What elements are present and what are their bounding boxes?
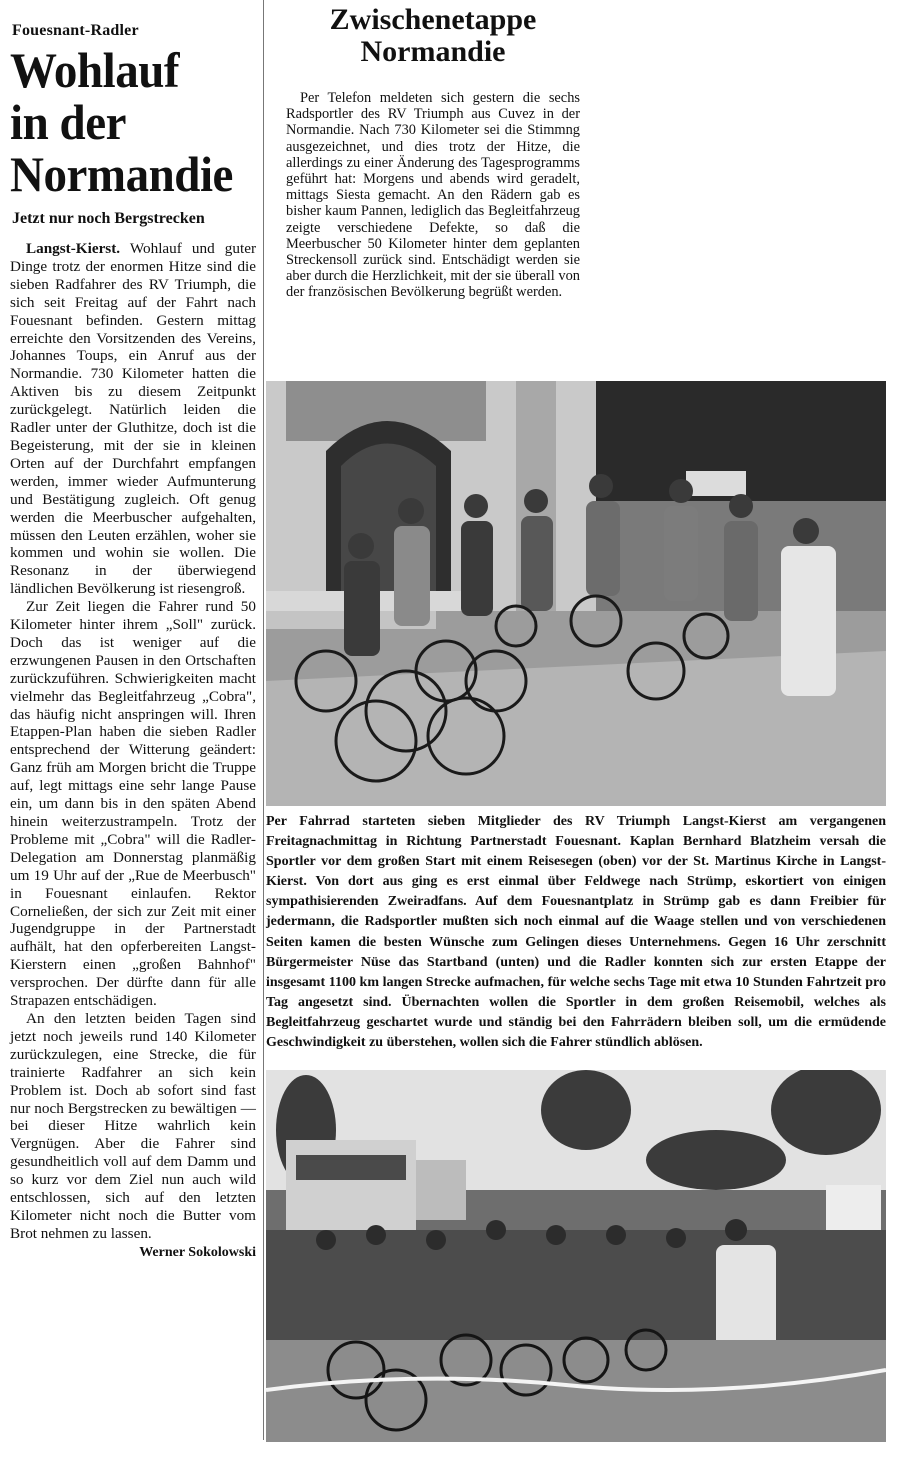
start-ribbon-image xyxy=(266,1070,886,1442)
article-paragraph: Zur Zeit liegen die Fahrer rund 50 Kilometer hinter ihrem „Soll" zurück. Doch das ist weniger auf die erzwungenen Pausen in den Ortschaften zurückzuführen. Schwierigkeiten macht vielmehr das Begleitfahrzeug „Cobra", das häufig nicht anspringen will. Ihren Etappen-Plan haben die sieben Radler entsprechend der Witterung geändert: Ganz früh am Morgen bricht die Truppe auf, legt mittags eine sehr lange Pause ein, um dann bis in den späten Abend hinein weiterzustrampeln. Trotz der Probleme mit „Cobra" will die Radler-Delegation am Donnerstag planmäßig um 19 Uhr auf der „Rue de Meerbusch" in Fouesnant einlaufen. Rektor Corneließen, der sich zur Zeit mit einer Jugendgruppe in der Partnerstadt aufhält, hat den opferbereiten Langst-Kierstern einen „großen Bahnhof" versprochen. Der dürfte dann für alle Strapazen entschädigen. xyxy=(10,598,256,1010)
article-paragraph xyxy=(10,240,256,598)
column-divider xyxy=(263,0,264,1440)
headline-secondary xyxy=(286,4,580,68)
church-blessing-image xyxy=(266,381,886,806)
photo-caption xyxy=(266,812,886,1053)
headline-line-2: in der xyxy=(10,94,127,150)
paragraph-text: Wohlauf und guter Dinge trotz der enormen Hitze sind die sieben Radfahrer des RV Triumph, die sich seit Freitag auf der Fahrt nach Fouesnant befinden. Gestern mittag erreichte den Vorsitzenden des Vereins, Johannes Toups, ein Anruf aus der Normandie. 730 Kilometer hatten die Aktiven bis zu diesem Zeitpunkt zurückgelegt. Natürlich leiden die Radler unter der Gluthitze, doch ist die Begeisterung, mit der sie in kleinen Orten auf der Durchfahrt empfangen werden, immer wieder Aufmunterung und Bestätigung zugleich. Oft genug werden die Meerbuscher aufgehalten, müssen den Leuten erzählen, woher sie kommen und wohin sie wollen. Die Resonanz in der überwiegend ländlichen Bevölkerung ist riesengroß. xyxy=(10,240,256,598)
article-paragraph: An den letzten beiden Tagen sind jetzt noch jeweils rund 140 Kilometer zurückzulegen, eine Strecke, die für trainierte Radfahrer an sich kein Problem ist. Doch ab sofort sind fast nur noch Bergstrecken zu bewältigen — bei dieser Hitze wahrlich kein Vergnügen. Aber die Fahrer sind gesundheitlich voll auf dem Damm und so kurz vor dem Ziel nun auch wild entschlossen, sich auf den letzten Kilometer nicht noch die Butter vom Brot nehmen zu lassen. xyxy=(10,1009,256,1242)
headline xyxy=(10,44,241,200)
caption-text: Per Fahrrad starteten sieben Mitglieder des RV Triumph Langst-Kierst am vergangenen Freitagnachmittag in Richtung Partnerstadt Fouesnant. Kaplan Bernhard Blatzheim versah die Sportler vor dem großen Start mit einem Reisesegen (oben) vor der St. Martinus Kirche in Langst-Kierst. Von dort aus ging es erst einmal über Feldwege nach Strümp, eskortiert von einigen sympathisierenden Zweiradfans. Auf dem Fouesnantplatz in Strümp gab es dann Freibier für jedermann, die Radsportler mußten sich noch einmal auf die Waage stellen und von verschiedenen Seiten kamen die besten Wünsche zum Gelingen dieses Unternehmens. Gegen 16 Uhr zerschnitt Bürgermeister Nüse das Startband (unten) und die Radler konnten sich zur ersten Etappe der insgesamt 1100 km langen Strecke aufmachen, für welche sechs Tage mit etwa 10 Stunden Fahrtzeit pro Tag angesetzt sind. Übernachten wollen die Sportler in dem großen Reisemobil, welches als Begleitfahrzeug geschartet wurde und ständig bei den Fahrrädern bleiben soll, um die ermüdende Geschwindigkeit zu überstehen, wollen sich die Fahrer stündlich ablösen. xyxy=(266,814,886,1051)
top-article xyxy=(286,4,580,301)
dateline: Langst-Kierst. xyxy=(26,240,121,257)
church-blessing-photo xyxy=(266,381,886,806)
kicker: Fouesnant-Radler xyxy=(12,22,139,39)
headline-line-3: Normandie xyxy=(10,146,233,202)
headline-secondary-line-2: Normandie xyxy=(360,35,506,68)
top-article-body xyxy=(286,90,580,301)
article-body xyxy=(10,240,256,1243)
headline-secondary-line-1: Zwischenetappe xyxy=(329,3,537,36)
headline-line-1: Wohlauf xyxy=(10,42,180,98)
start-ribbon-photo xyxy=(266,1070,886,1442)
author-byline: Werner Sokolowski xyxy=(139,1244,256,1260)
left-article xyxy=(10,22,256,1261)
subheadline: Jetzt nur noch Bergstrecken xyxy=(12,210,205,227)
top-article-paragraph: Per Telefon meldeten sich gestern die sechs Radsportler des RV Triumph aus Cuvez in der Normandie. Nach 730 Kilometer sei die Stimmng ausgezeichnet, und dies trotz der Hitze, die allerdings zu einer Änderung des Tagesprogramms geführt hat: Morgens und abends wird geradelt, mittags Siesta gemacht. An den Rädern gab es bisher kaum Pannen, lediglich das Begleitfahrzeug zeigte verschiedene Defekte, so daß die Meerbuscher 50 Kilometer hinter dem geplanten Streckensoll zurück sind. Entschädigt werden sie aber durch die Herzlichkeit, mit der sie überall von der französischen Bevölkerung begrüßt werden. xyxy=(286,90,580,301)
